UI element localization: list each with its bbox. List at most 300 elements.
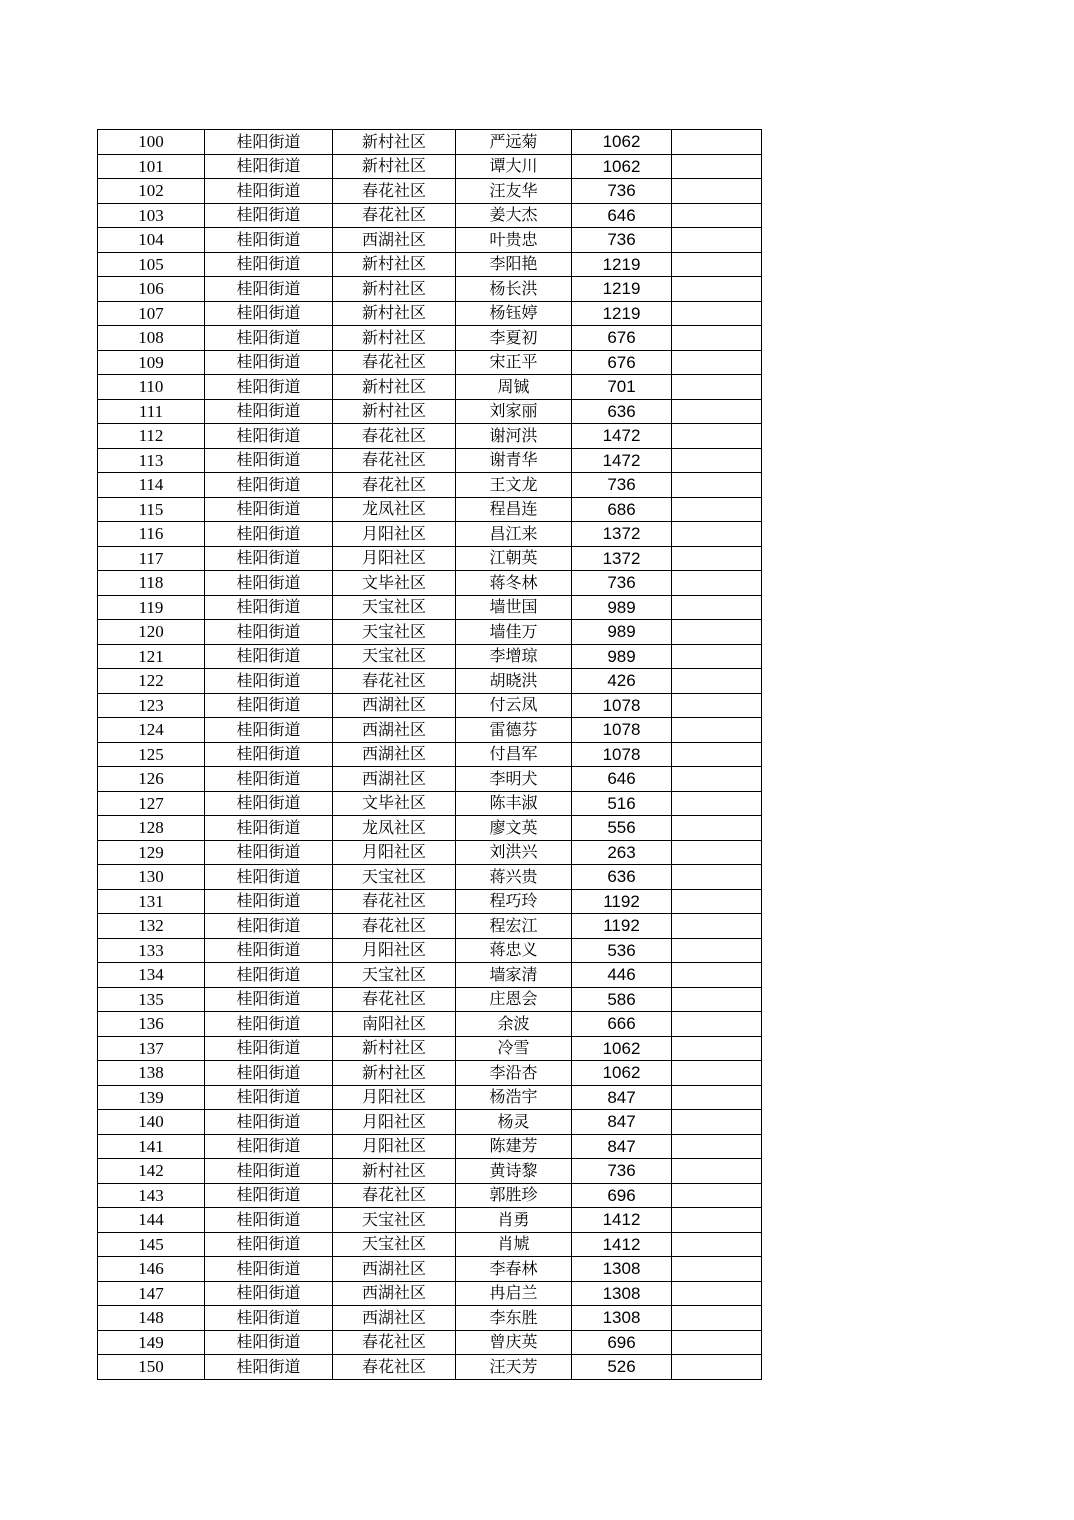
row-number-cell: 134: [98, 963, 205, 988]
table-row: [98, 1232, 762, 1257]
amount-cell: 696: [572, 1183, 672, 1208]
table-row: [98, 228, 762, 253]
person-name-cell: 杨浩宇: [456, 1085, 572, 1110]
note-cell: [672, 963, 762, 988]
table-row: [98, 816, 762, 841]
community-cell: 新村社区: [333, 277, 456, 302]
amount-cell: 1192: [572, 889, 672, 914]
amount-cell: 586: [572, 987, 672, 1012]
street-cell: 桂阳街道: [205, 473, 333, 498]
person-name-cell: 叶贵忠: [456, 228, 572, 253]
row-number-cell: 112: [98, 424, 205, 449]
note-cell: [672, 1061, 762, 1086]
row-number-cell: 149: [98, 1330, 205, 1355]
amount-cell: 1412: [572, 1232, 672, 1257]
amount-cell: 1308: [572, 1257, 672, 1282]
table-row: [98, 473, 762, 498]
note-cell: [672, 1330, 762, 1355]
table-row: [98, 840, 762, 865]
row-number-cell: 122: [98, 669, 205, 694]
community-cell: 新村社区: [333, 1061, 456, 1086]
data-table: [97, 129, 762, 1380]
row-number-cell: 111: [98, 399, 205, 424]
street-cell: 桂阳街道: [205, 889, 333, 914]
person-name-cell: 肖虓: [456, 1232, 572, 1257]
note-cell: [672, 252, 762, 277]
person-name-cell: 雷德芬: [456, 718, 572, 743]
table-row: [98, 791, 762, 816]
community-cell: 西湖社区: [333, 742, 456, 767]
community-cell: 天宝社区: [333, 620, 456, 645]
note-cell: [672, 595, 762, 620]
community-cell: 西湖社区: [333, 228, 456, 253]
table-row: [98, 277, 762, 302]
note-cell: [672, 497, 762, 522]
street-cell: 桂阳街道: [205, 1012, 333, 1037]
community-cell: 新村社区: [333, 130, 456, 155]
street-cell: 桂阳街道: [205, 1183, 333, 1208]
street-cell: 桂阳街道: [205, 1036, 333, 1061]
person-name-cell: 李夏初: [456, 326, 572, 351]
table-row: [98, 1085, 762, 1110]
street-cell: 桂阳街道: [205, 399, 333, 424]
amount-cell: 847: [572, 1134, 672, 1159]
street-cell: 桂阳街道: [205, 1208, 333, 1233]
table-row: [98, 693, 762, 718]
amount-cell: 1062: [572, 130, 672, 155]
table-body: [98, 130, 762, 1380]
person-name-cell: 廖文英: [456, 816, 572, 841]
community-cell: 天宝社区: [333, 963, 456, 988]
person-name-cell: 付昌军: [456, 742, 572, 767]
amount-cell: 736: [572, 473, 672, 498]
row-number-cell: 138: [98, 1061, 205, 1086]
person-name-cell: 陈丰淑: [456, 791, 572, 816]
person-name-cell: 陈建芳: [456, 1134, 572, 1159]
table-row: [98, 889, 762, 914]
person-name-cell: 李东胜: [456, 1306, 572, 1331]
community-cell: 西湖社区: [333, 1257, 456, 1282]
community-cell: 月阳社区: [333, 1110, 456, 1135]
amount-cell: 636: [572, 865, 672, 890]
row-number-cell: 119: [98, 595, 205, 620]
street-cell: 桂阳街道: [205, 742, 333, 767]
person-name-cell: 李阳艳: [456, 252, 572, 277]
street-cell: 桂阳街道: [205, 130, 333, 155]
row-number-cell: 128: [98, 816, 205, 841]
note-cell: [672, 1110, 762, 1135]
person-name-cell: 刘家丽: [456, 399, 572, 424]
table-row: [98, 865, 762, 890]
row-number-cell: 132: [98, 914, 205, 939]
community-cell: 春花社区: [333, 669, 456, 694]
table-row: [98, 203, 762, 228]
table-row: [98, 644, 762, 669]
row-number-cell: 127: [98, 791, 205, 816]
note-cell: [672, 791, 762, 816]
street-cell: 桂阳街道: [205, 1134, 333, 1159]
row-number-cell: 103: [98, 203, 205, 228]
row-number-cell: 115: [98, 497, 205, 522]
street-cell: 桂阳街道: [205, 1085, 333, 1110]
person-name-cell: 严远菊: [456, 130, 572, 155]
community-cell: 春花社区: [333, 1330, 456, 1355]
row-number-cell: 137: [98, 1036, 205, 1061]
street-cell: 桂阳街道: [205, 277, 333, 302]
row-number-cell: 117: [98, 546, 205, 571]
table-row: [98, 1012, 762, 1037]
note-cell: [672, 326, 762, 351]
note-cell: [672, 693, 762, 718]
person-name-cell: 李春林: [456, 1257, 572, 1282]
note-cell: [672, 1257, 762, 1282]
amount-cell: 736: [572, 1159, 672, 1184]
community-cell: 西湖社区: [333, 1281, 456, 1306]
row-number-cell: 100: [98, 130, 205, 155]
row-number-cell: 125: [98, 742, 205, 767]
table-row: [98, 742, 762, 767]
row-number-cell: 139: [98, 1085, 205, 1110]
row-number-cell: 116: [98, 522, 205, 547]
table-row: [98, 448, 762, 473]
note-cell: [672, 1355, 762, 1380]
row-number-cell: 107: [98, 301, 205, 326]
note-cell: [672, 1281, 762, 1306]
amount-cell: 426: [572, 669, 672, 694]
community-cell: 天宝社区: [333, 1208, 456, 1233]
table-row: [98, 301, 762, 326]
table-row: [98, 1330, 762, 1355]
note-cell: [672, 742, 762, 767]
street-cell: 桂阳街道: [205, 326, 333, 351]
note-cell: [672, 473, 762, 498]
amount-cell: 516: [572, 791, 672, 816]
row-number-cell: 144: [98, 1208, 205, 1233]
street-cell: 桂阳街道: [205, 448, 333, 473]
row-number-cell: 135: [98, 987, 205, 1012]
amount-cell: 676: [572, 326, 672, 351]
amount-cell: 989: [572, 644, 672, 669]
note-cell: [672, 522, 762, 547]
person-name-cell: 郭胜珍: [456, 1183, 572, 1208]
row-number-cell: 130: [98, 865, 205, 890]
note-cell: [672, 1232, 762, 1257]
table-row: [98, 350, 762, 375]
street-cell: 桂阳街道: [205, 620, 333, 645]
note-cell: [672, 938, 762, 963]
table-row: [98, 1281, 762, 1306]
street-cell: 桂阳街道: [205, 595, 333, 620]
note-cell: [672, 399, 762, 424]
person-name-cell: 程巧玲: [456, 889, 572, 914]
community-cell: 龙凤社区: [333, 497, 456, 522]
community-cell: 春花社区: [333, 1183, 456, 1208]
community-cell: 月阳社区: [333, 522, 456, 547]
person-name-cell: 姜大杰: [456, 203, 572, 228]
amount-cell: 1308: [572, 1306, 672, 1331]
community-cell: 新村社区: [333, 301, 456, 326]
street-cell: 桂阳街道: [205, 767, 333, 792]
amount-cell: 736: [572, 228, 672, 253]
note-cell: [672, 1036, 762, 1061]
row-number-cell: 106: [98, 277, 205, 302]
table-row: [98, 718, 762, 743]
amount-cell: 1372: [572, 546, 672, 571]
amount-cell: 536: [572, 938, 672, 963]
street-cell: 桂阳街道: [205, 1257, 333, 1282]
street-cell: 桂阳街道: [205, 1232, 333, 1257]
table-row: [98, 375, 762, 400]
community-cell: 西湖社区: [333, 1306, 456, 1331]
amount-cell: 1062: [572, 1036, 672, 1061]
community-cell: 春花社区: [333, 203, 456, 228]
table-row: [98, 326, 762, 351]
row-number-cell: 113: [98, 448, 205, 473]
street-cell: 桂阳街道: [205, 1330, 333, 1355]
table-row: [98, 914, 762, 939]
community-cell: 南阳社区: [333, 1012, 456, 1037]
row-number-cell: 142: [98, 1159, 205, 1184]
community-cell: 春花社区: [333, 448, 456, 473]
note-cell: [672, 644, 762, 669]
amount-cell: 446: [572, 963, 672, 988]
community-cell: 新村社区: [333, 154, 456, 179]
person-name-cell: 蒋冬林: [456, 571, 572, 596]
amount-cell: 1078: [572, 718, 672, 743]
row-number-cell: 118: [98, 571, 205, 596]
community-cell: 春花社区: [333, 987, 456, 1012]
table-row: [98, 399, 762, 424]
community-cell: 春花社区: [333, 889, 456, 914]
note-cell: [672, 1012, 762, 1037]
row-number-cell: 129: [98, 840, 205, 865]
person-name-cell: 李沿杏: [456, 1061, 572, 1086]
table-row: [98, 522, 762, 547]
street-cell: 桂阳街道: [205, 644, 333, 669]
street-cell: 桂阳街道: [205, 1306, 333, 1331]
note-cell: [672, 1134, 762, 1159]
note-cell: [672, 1085, 762, 1110]
note-cell: [672, 350, 762, 375]
row-number-cell: 101: [98, 154, 205, 179]
row-number-cell: 121: [98, 644, 205, 669]
street-cell: 桂阳街道: [205, 963, 333, 988]
community-cell: 春花社区: [333, 350, 456, 375]
note-cell: [672, 620, 762, 645]
amount-cell: 676: [572, 350, 672, 375]
table-row: [98, 963, 762, 988]
table-row: [98, 571, 762, 596]
amount-cell: 636: [572, 399, 672, 424]
community-cell: 月阳社区: [333, 938, 456, 963]
table-row: [98, 595, 762, 620]
table-row: [98, 252, 762, 277]
table-row: [98, 1183, 762, 1208]
row-number-cell: 108: [98, 326, 205, 351]
person-name-cell: 曾庆英: [456, 1330, 572, 1355]
community-cell: 春花社区: [333, 179, 456, 204]
amount-cell: 847: [572, 1085, 672, 1110]
street-cell: 桂阳街道: [205, 497, 333, 522]
note-cell: [672, 130, 762, 155]
person-name-cell: 谢青华: [456, 448, 572, 473]
row-number-cell: 145: [98, 1232, 205, 1257]
table-row: [98, 620, 762, 645]
row-number-cell: 148: [98, 1306, 205, 1331]
table-row: [98, 1061, 762, 1086]
table-row: [98, 669, 762, 694]
note-cell: [672, 1306, 762, 1331]
street-cell: 桂阳街道: [205, 1355, 333, 1380]
amount-cell: 989: [572, 620, 672, 645]
row-number-cell: 150: [98, 1355, 205, 1380]
person-name-cell: 杨长洪: [456, 277, 572, 302]
street-cell: 桂阳街道: [205, 693, 333, 718]
person-name-cell: 黄诗黎: [456, 1159, 572, 1184]
person-name-cell: 李明犬: [456, 767, 572, 792]
street-cell: 桂阳街道: [205, 816, 333, 841]
street-cell: 桂阳街道: [205, 179, 333, 204]
amount-cell: 646: [572, 767, 672, 792]
amount-cell: 1219: [572, 301, 672, 326]
table-row: [98, 1208, 762, 1233]
person-name-cell: 昌江来: [456, 522, 572, 547]
person-name-cell: 肖勇: [456, 1208, 572, 1233]
note-cell: [672, 277, 762, 302]
community-cell: 月阳社区: [333, 546, 456, 571]
community-cell: 天宝社区: [333, 1232, 456, 1257]
community-cell: 西湖社区: [333, 718, 456, 743]
person-name-cell: 汪友华: [456, 179, 572, 204]
community-cell: 新村社区: [333, 252, 456, 277]
table-row: [98, 424, 762, 449]
amount-cell: 1472: [572, 424, 672, 449]
street-cell: 桂阳街道: [205, 154, 333, 179]
person-name-cell: 宋正平: [456, 350, 572, 375]
street-cell: 桂阳街道: [205, 228, 333, 253]
amount-cell: 1219: [572, 252, 672, 277]
note-cell: [672, 571, 762, 596]
note-cell: [672, 1159, 762, 1184]
table-row: [98, 497, 762, 522]
row-number-cell: 102: [98, 179, 205, 204]
street-cell: 桂阳街道: [205, 1110, 333, 1135]
person-name-cell: 谭大川: [456, 154, 572, 179]
person-name-cell: 周铖: [456, 375, 572, 400]
person-name-cell: 胡晓洪: [456, 669, 572, 694]
community-cell: 文毕社区: [333, 571, 456, 596]
amount-cell: 1219: [572, 277, 672, 302]
person-name-cell: 墙世国: [456, 595, 572, 620]
row-number-cell: 143: [98, 1183, 205, 1208]
note-cell: [672, 914, 762, 939]
community-cell: 新村社区: [333, 1159, 456, 1184]
amount-cell: 736: [572, 571, 672, 596]
row-number-cell: 126: [98, 767, 205, 792]
person-name-cell: 刘洪兴: [456, 840, 572, 865]
street-cell: 桂阳街道: [205, 718, 333, 743]
person-name-cell: 王文龙: [456, 473, 572, 498]
community-cell: 天宝社区: [333, 865, 456, 890]
row-number-cell: 104: [98, 228, 205, 253]
row-number-cell: 133: [98, 938, 205, 963]
street-cell: 桂阳街道: [205, 424, 333, 449]
amount-cell: 646: [572, 203, 672, 228]
street-cell: 桂阳街道: [205, 1281, 333, 1306]
amount-cell: 847: [572, 1110, 672, 1135]
street-cell: 桂阳街道: [205, 938, 333, 963]
amount-cell: 1412: [572, 1208, 672, 1233]
community-cell: 春花社区: [333, 473, 456, 498]
amount-cell: 666: [572, 1012, 672, 1037]
row-number-cell: 123: [98, 693, 205, 718]
community-cell: 春花社区: [333, 1355, 456, 1380]
amount-cell: 1372: [572, 522, 672, 547]
table-row: [98, 1306, 762, 1331]
note-cell: [672, 375, 762, 400]
community-cell: 文毕社区: [333, 791, 456, 816]
note-cell: [672, 987, 762, 1012]
person-name-cell: 庄恩会: [456, 987, 572, 1012]
person-name-cell: 谢河洪: [456, 424, 572, 449]
note-cell: [672, 546, 762, 571]
amount-cell: 1062: [572, 1061, 672, 1086]
community-cell: 月阳社区: [333, 1134, 456, 1159]
person-name-cell: 冷雪: [456, 1036, 572, 1061]
row-number-cell: 140: [98, 1110, 205, 1135]
row-number-cell: 131: [98, 889, 205, 914]
table-row: [98, 1257, 762, 1282]
street-cell: 桂阳街道: [205, 791, 333, 816]
person-name-cell: 冉启兰: [456, 1281, 572, 1306]
note-cell: [672, 1208, 762, 1233]
community-cell: 春花社区: [333, 914, 456, 939]
street-cell: 桂阳街道: [205, 865, 333, 890]
table-row: [98, 938, 762, 963]
row-number-cell: 109: [98, 350, 205, 375]
table-row: [98, 1036, 762, 1061]
person-name-cell: 程昌连: [456, 497, 572, 522]
row-number-cell: 124: [98, 718, 205, 743]
person-name-cell: 程宏江: [456, 914, 572, 939]
person-name-cell: 付云凤: [456, 693, 572, 718]
note-cell: [672, 889, 762, 914]
row-number-cell: 146: [98, 1257, 205, 1282]
person-name-cell: 墙佳万: [456, 620, 572, 645]
row-number-cell: 105: [98, 252, 205, 277]
note-cell: [672, 816, 762, 841]
note-cell: [672, 865, 762, 890]
amount-cell: 701: [572, 375, 672, 400]
community-cell: 西湖社区: [333, 767, 456, 792]
community-cell: 西湖社区: [333, 693, 456, 718]
amount-cell: 686: [572, 497, 672, 522]
community-cell: 月阳社区: [333, 840, 456, 865]
community-cell: 新村社区: [333, 326, 456, 351]
row-number-cell: 120: [98, 620, 205, 645]
note-cell: [672, 718, 762, 743]
note-cell: [672, 179, 762, 204]
note-cell: [672, 448, 762, 473]
table-row: [98, 1110, 762, 1135]
street-cell: 桂阳街道: [205, 914, 333, 939]
community-cell: 天宝社区: [333, 595, 456, 620]
row-number-cell: 141: [98, 1134, 205, 1159]
street-cell: 桂阳街道: [205, 375, 333, 400]
note-cell: [672, 424, 762, 449]
person-name-cell: 墙家清: [456, 963, 572, 988]
row-number-cell: 110: [98, 375, 205, 400]
